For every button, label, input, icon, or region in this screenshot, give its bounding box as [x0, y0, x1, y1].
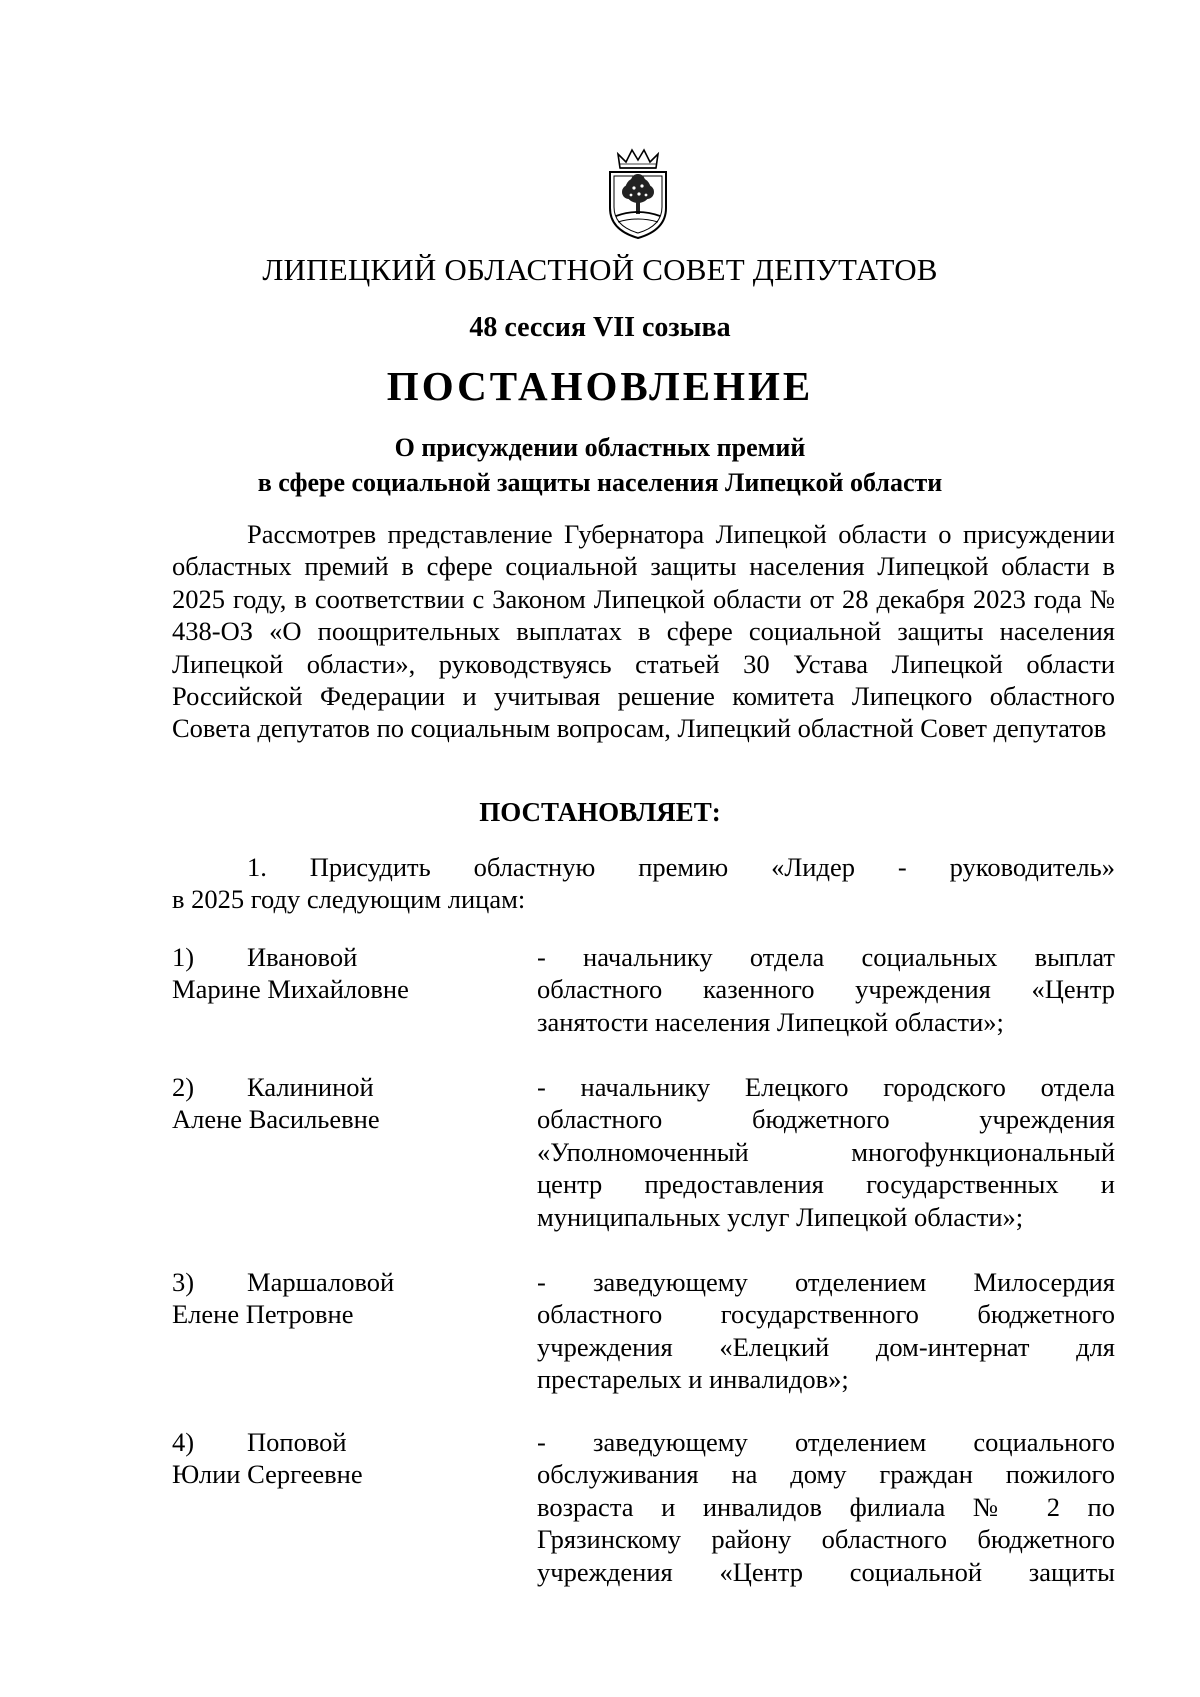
recipient-name	[172, 1426, 542, 1491]
item-1-paragraph: 1. Присудить областную премию «Лидер - руководитель» в 2025 году следующим лицам:	[172, 852, 1115, 915]
recipient-surname: Маршаловой	[247, 1267, 395, 1297]
resolves-heading: ПОСТАНОВЛЯЕТ:	[479, 797, 721, 827]
recipient-given-name: Елене Петровне	[172, 1299, 354, 1330]
recipient-surname: Ивановой	[247, 942, 358, 972]
recipient-given-name: Юлии Сергеевне	[172, 1459, 363, 1490]
recipient-position: - начальнику Елецкого городского отдела областного бюджетного учреждения «Уполномоченный многофункциональный центр предоставления государственных и муниципальных услуг Липецкой области»;	[537, 1072, 1115, 1232]
session-number: 48 сессия VII созыва	[469, 312, 731, 343]
recipient-position: - заведующему отделением социального обслуживания на дому граждан пожилого возраста и инвалидов филиала № 2 по Грязинскому району областного бюджетного учреждения «Центр социальной защиты	[537, 1427, 1115, 1587]
recipient-number: 3)	[172, 1267, 195, 1297]
document-title-line2: в сфере социальной защиты населения Липецкой области	[257, 468, 943, 497]
recipient-name	[172, 1071, 542, 1136]
recipient-surname: Поповой	[247, 1427, 347, 1457]
lipetsk-coat-of-arms-icon	[598, 146, 678, 242]
item-1-number: 1.	[247, 852, 267, 882]
document-title-line1: О присуждении областных премий	[394, 433, 806, 462]
recipient-name	[172, 1266, 542, 1331]
recipient-number: 1)	[172, 942, 195, 972]
recipient-position: - начальнику отдела социальных выплат областного казенного учреждения «Центр занятости населения Липецкой области»;	[537, 942, 1115, 1037]
recipient-given-name: Марине Михайловне	[172, 974, 409, 1005]
document-type: ПОСТАНОВЛЕНИЕ	[386, 363, 814, 409]
preamble-paragraph: Рассмотрев представление Губернатора Липецкой области о присуждении областных премий в сфере социальной защиты населения Липецкой области в 2025 году, в соответствии с Законом Липецкой области от 28 декабря 2023 года № 438-ОЗ «О поощрительных выплатах в сфере социальной защиты населения Липецкой области», руководствуясь статьей 30 Устава Липецкой области Российской Федерации и учитывая решение комитета Липецкого областного Совета депутатов по социальным вопросам, Липецкий областной Совет депутатов	[172, 519, 1115, 744]
recipient-name	[172, 941, 542, 1006]
item-1-line2: в 2025 году следующим лицам:	[172, 884, 526, 915]
recipient-given-name: Алене Васильевне	[172, 1104, 380, 1135]
recipient-number: 4)	[172, 1427, 195, 1457]
council-name: ЛИПЕЦКИЙ ОБЛАСТНОЙ СОВЕТ ДЕПУТАТОВ	[262, 252, 938, 287]
recipient-number: 2)	[172, 1072, 195, 1102]
recipient-position: - заведующему отделением Милосердия областного государственного бюджетного учреждения «Елецкий дом-интернат для престарелых и инвалидов»;	[537, 1267, 1115, 1395]
recipient-surname: Калининой	[247, 1072, 374, 1102]
